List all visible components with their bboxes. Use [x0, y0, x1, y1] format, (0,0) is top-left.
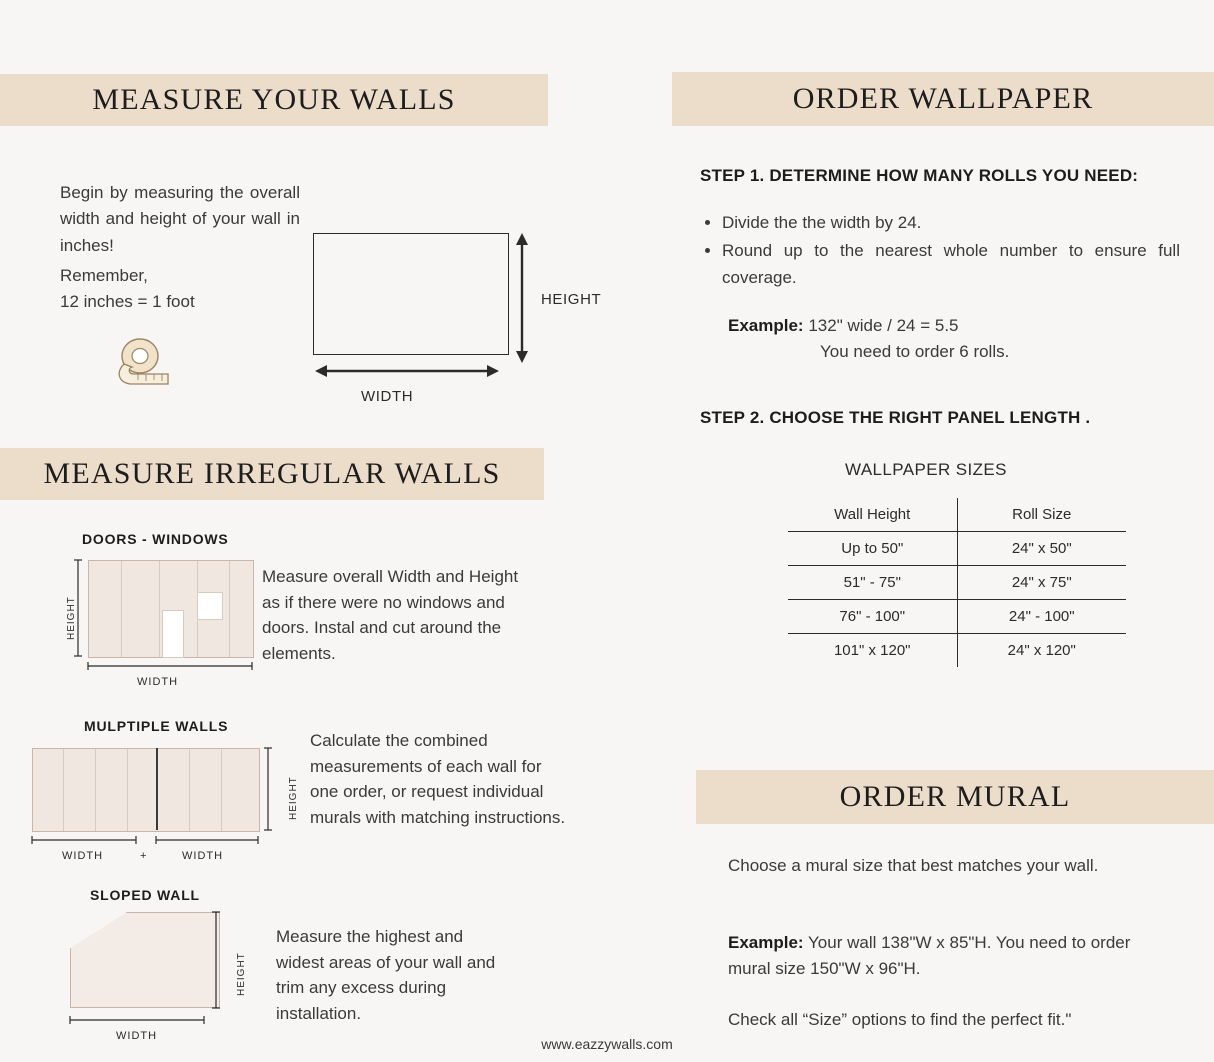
footer-website-url[interactable]: www.eazzywalls.com: [541, 1036, 673, 1052]
cell-roll-size: 24" x 50": [957, 532, 1126, 566]
measure-intro-text: Begin by measuring the overall width and height of your wall in inches!: [60, 183, 300, 255]
table-row: [788, 600, 1126, 634]
sloped-wall-heading: SLOPED WALL: [90, 887, 200, 903]
table-header-row: [788, 498, 1126, 532]
mural-intro-text: Choose a mural size that best matches your wall.: [728, 856, 1099, 875]
step1-bullet-list: [700, 210, 1180, 293]
column-header-wall-height: Wall Height: [788, 498, 957, 532]
table-row: [788, 634, 1126, 668]
multiple-width-label-left: WIDTH: [62, 850, 104, 862]
step1-heading: STEP 1. DETERMINE HOW MANY ROLLS YOU NEED:: [700, 166, 1139, 185]
doors-width-label: WIDTH: [137, 676, 179, 688]
column-header-roll-size: Roll Size: [957, 498, 1126, 532]
mural-example-label: Example:: [728, 933, 804, 952]
cell-wall-height: 51" - 75": [788, 566, 957, 600]
cell-wall-height: 76" - 100": [788, 600, 957, 634]
doors-windows-heading: DOORS - WINDOWS: [82, 531, 229, 547]
cell-roll-size: 24" x 120": [1007, 642, 1076, 659]
multiple-walls-text: Calculate the combined measurements of each wall for one order, or request individual murals with matching instructions.: [310, 731, 566, 827]
cell-wall-height: 101" x 120": [788, 634, 957, 668]
banner-order-wallpaper-title: ORDER WALLPAPER: [792, 82, 1094, 115]
mural-example-text: Your wall 138"W x 85"H. You need to order mural size 150"W x 96"H.: [728, 933, 1131, 979]
banner-order-mural-title: ORDER MURAL: [839, 780, 1071, 813]
cell-roll-size: 24" - 100": [957, 600, 1126, 634]
doors-height-label: HEIGHT: [66, 596, 77, 640]
sloped-wall-text: Measure the highest and widest areas of your wall and trim any excess during installation.: [276, 927, 496, 1023]
sloped-wall-diagram: [54, 908, 304, 1048]
banner-order-mural: [696, 770, 1214, 824]
mural-example-block: [728, 930, 1164, 983]
measure-remember-block: [60, 263, 300, 316]
multiple-walls-heading: MULPTIPLE WALLS: [84, 718, 229, 734]
multiple-height-label: HEIGHT: [288, 776, 299, 820]
sloped-height-label: HEIGHT: [236, 952, 247, 996]
banner-measure-irregular-walls-title: MEASURE IRREGULAR WALLS: [43, 457, 501, 490]
wallpaper-example-block: [728, 313, 1158, 366]
tape-measure-icon: [110, 336, 194, 388]
banner-order-wallpaper: [672, 72, 1214, 126]
list-item: • Round up to the nearest whole number to ensure full coverage.: [722, 238, 1180, 291]
step2-heading: STEP 2. CHOOSE THE RIGHT PANEL LENGTH .: [700, 408, 1091, 427]
doors-windows-diagram: [40, 556, 260, 696]
sloped-width-label: WIDTH: [116, 1030, 158, 1042]
remember-line-1: Remember,: [60, 266, 148, 285]
wall-width-label: WIDTH: [361, 388, 414, 405]
doors-windows-text: Measure overall Width and Height as if there were no windows and doors. Instal and cut around the elements.: [262, 567, 519, 663]
banner-measure-your-walls-title: MEASURE YOUR WALLS: [92, 83, 456, 116]
multiple-width-label-right: WIDTH: [182, 850, 224, 862]
wallpaper-example-line-1: 132" wide / 24 = 5.5: [808, 316, 959, 335]
wall-height-label: HEIGHT: [541, 291, 602, 308]
wallpaper-example-label: Example:: [728, 316, 804, 335]
banner-measure-irregular-walls: [0, 448, 544, 500]
wall-dimension-diagram: [313, 233, 613, 413]
table-row: [788, 532, 1126, 566]
cell-roll-size: 24" x 75": [957, 566, 1126, 600]
multiple-plus-sign: +: [140, 850, 148, 862]
banner-measure-your-walls: [0, 74, 548, 126]
wallpaper-sizes-table: [788, 498, 1126, 667]
mural-check-size-text: Check all “Size” options to find the perfect fit.": [728, 1010, 1072, 1029]
wallpaper-example-line-2: You need to order 6 rolls.: [820, 342, 1010, 362]
cell-wall-height: Up to 50": [788, 532, 957, 566]
table-row: [788, 566, 1126, 600]
remember-line-2: 12 inches = 1 foot: [60, 292, 195, 312]
list-item: • Divide the the width by 24.: [722, 210, 1180, 236]
multiple-walls-diagram: [16, 742, 316, 872]
wallpaper-sizes-caption: WALLPAPER SIZES: [845, 460, 1007, 479]
